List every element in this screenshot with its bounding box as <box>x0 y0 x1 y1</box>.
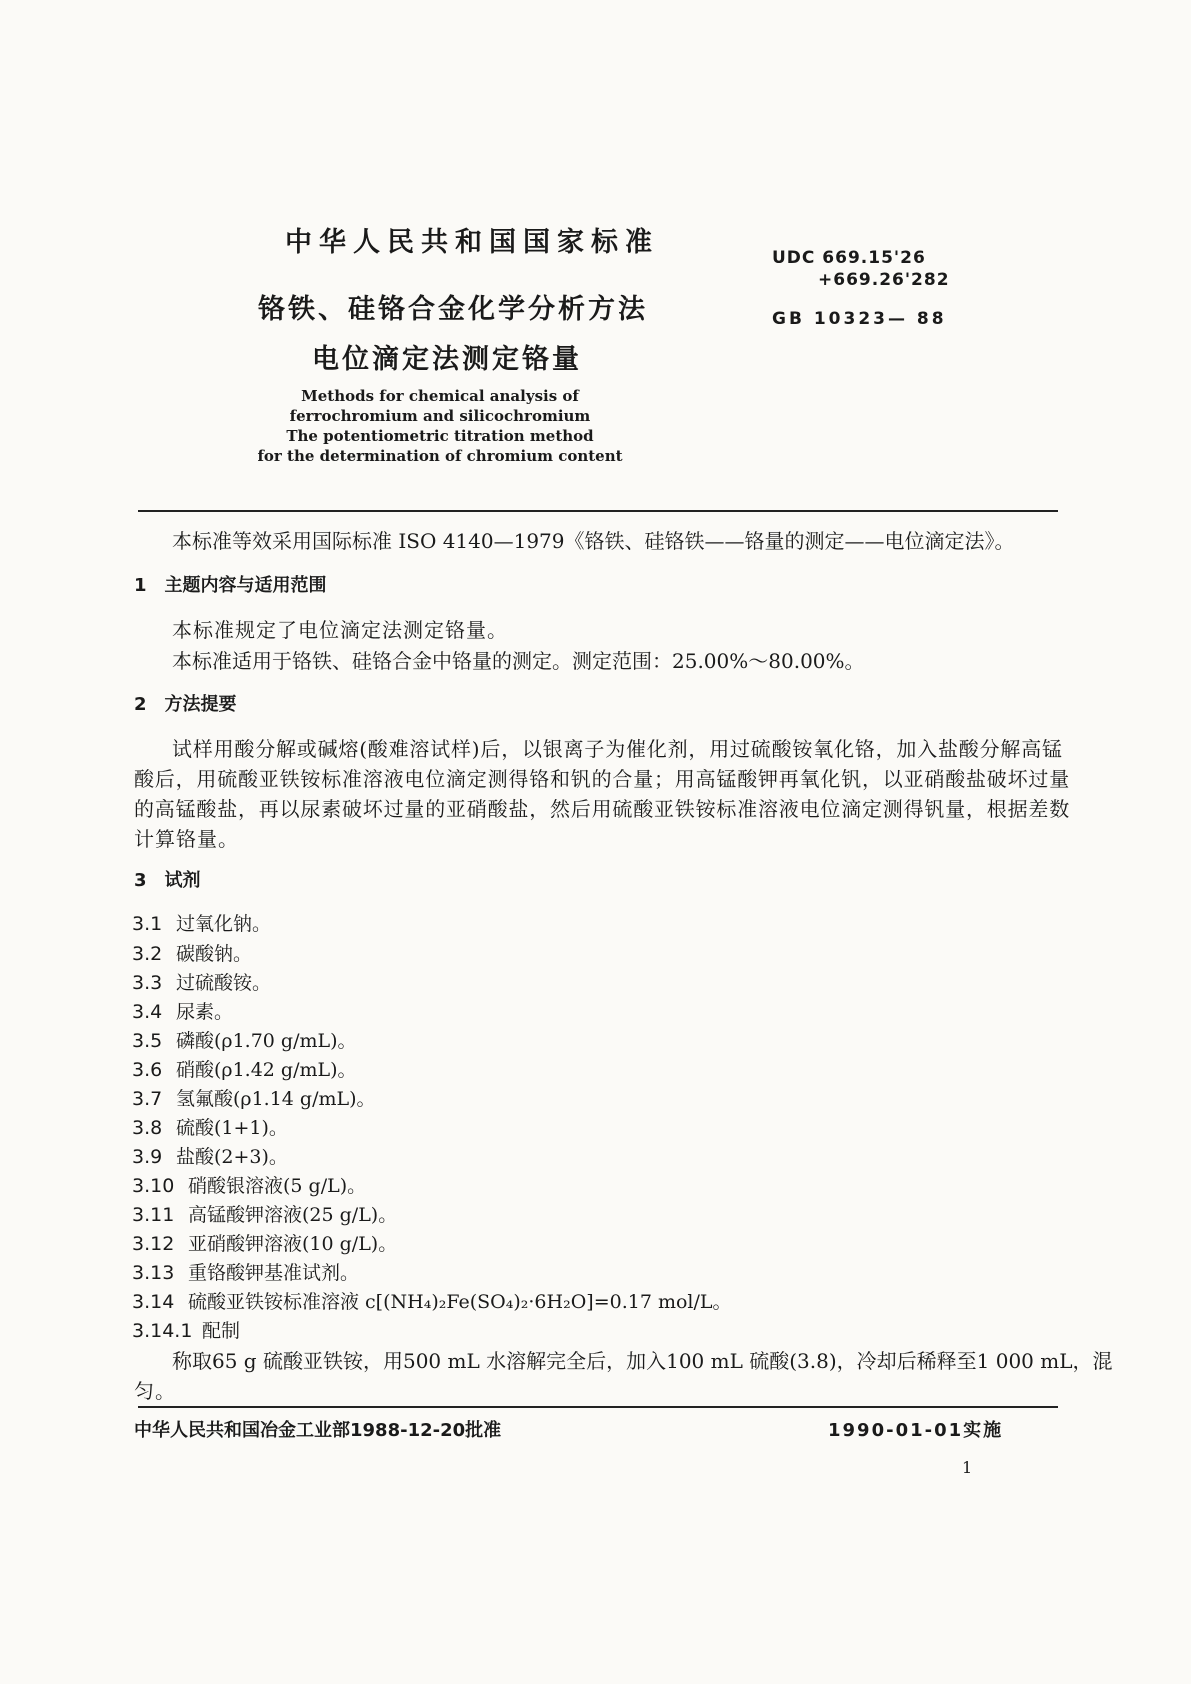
udc-code: UDC 669.15'26 <box>772 248 926 268</box>
reagent-num: 3.4 <box>132 1001 163 1023</box>
reagent-text: 硝酸银溶液(5 g/L)。 <box>188 1175 367 1197</box>
reagent-text: 亚硝酸钾溶液(10 g/L)。 <box>188 1233 398 1255</box>
reagent-item <box>132 1258 359 1285</box>
reagent-num: 3.7 <box>132 1088 163 1110</box>
subsection-3-14-1 <box>132 1316 240 1343</box>
reagent-item <box>132 968 271 995</box>
reagent-num: 3.12 <box>132 1233 175 1255</box>
reagent-num: 3.14 <box>132 1291 175 1313</box>
section1-para2: 本标准适用于铬铁、硅铬合金中铬量的测定。测定范围：25.00%～80.00%。 <box>172 649 865 673</box>
reagent-item <box>132 1055 357 1082</box>
reagent-num: 3.10 <box>132 1175 175 1197</box>
title-en-line1: Methods for chemical analysis of <box>301 387 579 405</box>
reagent-item <box>132 1229 397 1256</box>
reagent-num: 3.2 <box>132 943 163 965</box>
reagent-num: 3.3 <box>132 972 163 994</box>
reagent-item <box>132 1026 357 1053</box>
footer-divider <box>138 1406 1058 1408</box>
section2-line4: 计算铬量。 <box>134 827 239 851</box>
reagent-num: 3.13 <box>132 1262 175 1284</box>
reagent-text: 重铬酸钾基准试剂。 <box>188 1262 360 1284</box>
section2-line1: 试样用酸分解或碱熔(酸难溶试样)后，以银离子为催化剂，用过硫酸铵氧化铬，加入盐酸分解高锰 <box>172 737 1063 761</box>
title-en-line2: ferrochromium and silicochromium <box>289 407 591 425</box>
intro-paragraph: 本标准等效采用国际标准 ISO 4140—1979《铬铁、硅铬铁——铬量的测定——电位滴定法》。 <box>172 529 1015 553</box>
subsection-heading: 配制 <box>202 1320 241 1342</box>
approval-text: 中华人民共和国冶金工业部1988-12-20批准 <box>134 1420 502 1441</box>
reagent-text: 氢氟酸(ρ1.14 g/mL)。 <box>176 1088 376 1110</box>
prep-line2: 匀。 <box>134 1379 176 1403</box>
title-en-line4: for the determination of chromium content <box>257 447 623 465</box>
effective-date: 1990-01-01实施 <box>828 1420 1004 1441</box>
reagent-num: 3.1 <box>132 913 163 935</box>
reagent-item <box>132 1113 288 1140</box>
reagent-item <box>132 1171 366 1198</box>
section2-heading: 2 方法提要 <box>134 694 237 715</box>
reagent-item <box>132 1084 376 1111</box>
section2-line2: 酸后，用硫酸亚铁铵标准溶液电位滴定测得铬和钒的合量；用高锰酸钾再氧化钒，以亚硝酸盐破坏过量 <box>134 767 1070 791</box>
reagent-num: 3.9 <box>132 1146 163 1168</box>
gb-code: GB 10323— 88 <box>772 309 947 329</box>
national-standard-title: 中华人民共和国国家标准 <box>285 227 659 258</box>
prep-line1: 称取65 g 硫酸亚铁铵，用500 mL 水溶解完全后，加入100 mL 硫酸(3.8)，冷却后稀释至1 000 mL，混 <box>172 1349 1113 1373</box>
reagent-item <box>132 1287 732 1314</box>
section3-heading: 3 试剂 <box>134 870 201 891</box>
reagent-text: 高锰酸钾溶液(25 g/L)。 <box>188 1204 398 1226</box>
page-number: 1 <box>962 1458 973 1477</box>
title-cn-line2: 电位滴定法测定铬量 <box>312 344 582 375</box>
reagent-text: 硫酸亚铁铵标准溶液 c[(NH₄)₂Fe(SO₄)₂·6H₂O]=0.17 mol/L。 <box>188 1291 732 1313</box>
reagent-item <box>132 997 233 1024</box>
title-en-line3: The potentiometric titration method <box>286 427 594 445</box>
subsection-num: 3.14.1 <box>132 1320 193 1342</box>
reagent-item <box>132 1200 397 1227</box>
reagent-text: 硝酸(ρ1.42 g/mL)。 <box>176 1059 357 1081</box>
reagent-text: 磷酸(ρ1.70 g/mL)。 <box>176 1030 357 1052</box>
section1-para1: 本标准规定了电位滴定法测定铬量。 <box>172 618 508 642</box>
reagent-text: 盐酸(2+3)。 <box>176 1146 288 1168</box>
reagent-item <box>132 939 252 966</box>
reagent-item <box>132 909 271 936</box>
reagent-num: 3.5 <box>132 1030 163 1052</box>
reagent-num: 3.11 <box>132 1204 175 1226</box>
reagent-text: 过硫酸铵。 <box>176 972 272 994</box>
reagent-text: 过氧化钠。 <box>176 913 272 935</box>
section2-line3: 的高锰酸盐，再以尿素破坏过量的亚硝酸盐，然后用硫酸亚铁铵标准溶液电位滴定测得钒量，根据差数 <box>134 797 1070 821</box>
reagent-text: 尿素。 <box>176 1001 234 1023</box>
reagent-num: 3.6 <box>132 1059 163 1081</box>
udc-code-cont: +669.26'282 <box>818 270 950 290</box>
reagent-num: 3.8 <box>132 1117 163 1139</box>
header-divider <box>138 510 1058 512</box>
reagent-item <box>132 1142 288 1169</box>
title-cn-line1: 铬铁、硅铬合金化学分析方法 <box>258 294 648 325</box>
reagent-text: 硫酸(1+1)。 <box>176 1117 288 1139</box>
reagent-text: 碳酸钠。 <box>176 943 253 965</box>
section1-heading: 1 主题内容与适用范围 <box>134 575 327 596</box>
